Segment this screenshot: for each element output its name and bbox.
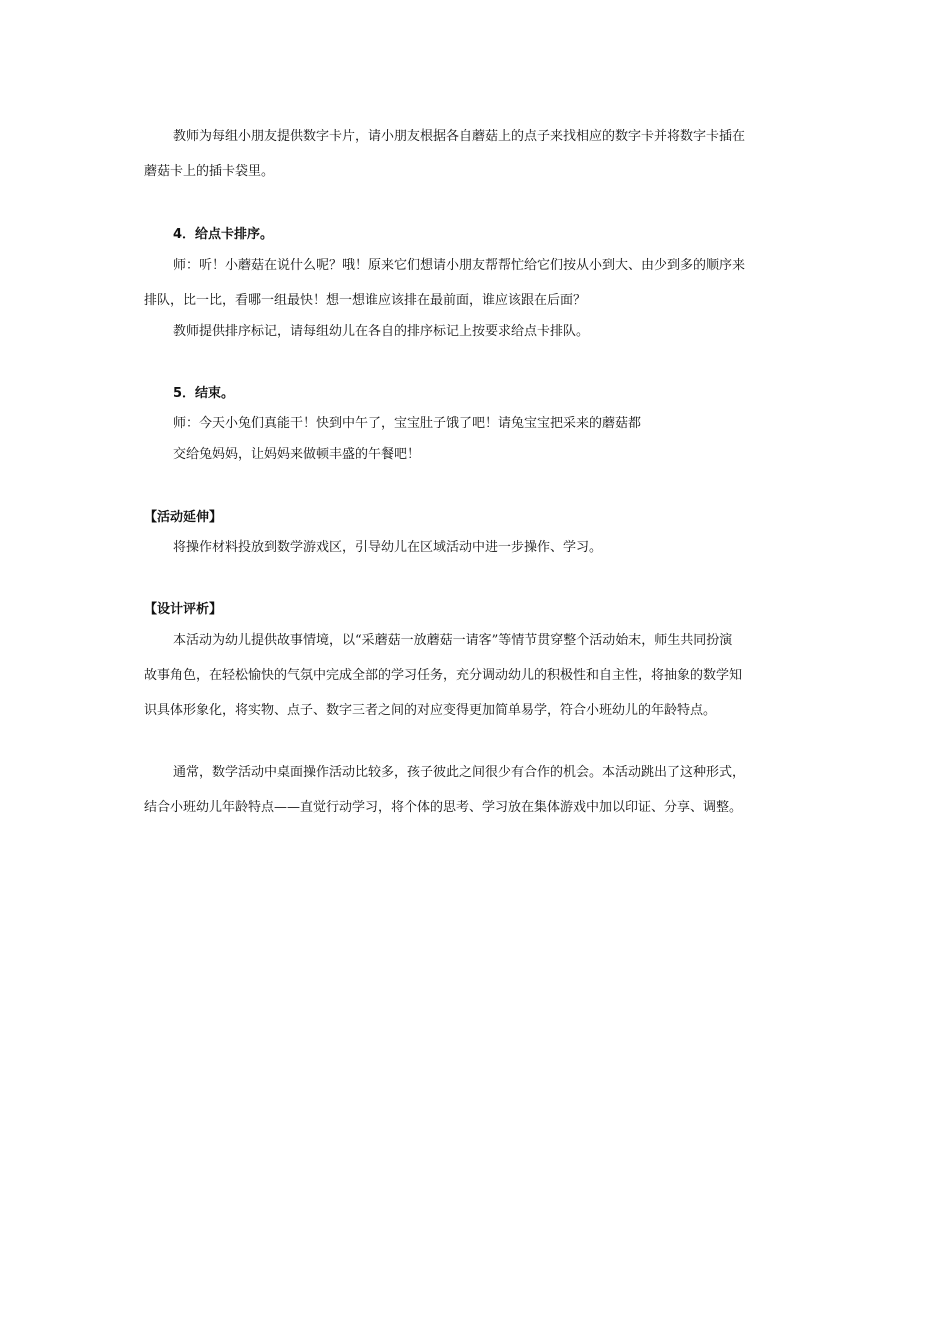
step4-paragraph-line-2: 排队，比一比，看哪一组最快！想一想谁应该排在最前面，谁应该跟在后面？ — [144, 293, 587, 308]
analysis-paragraph-1-line-1: 本活动为幼儿提供故事情境，以“采蘑菇一放蘑菇一请客”等情节贯穿整个活动始末，师生共同扮演 — [173, 633, 733, 648]
step4-heading: 4．给点卡排序。 — [173, 227, 274, 242]
analysis-heading: 【设计评析】 — [144, 602, 223, 617]
step5-paragraph-line-2: 交给兔妈妈，让妈妈来做顿丰盛的午餐吧！ — [173, 447, 421, 462]
analysis-paragraph-1-line-3: 识具体形象化，将实物、点子、数字三者之间的对应变得更加简单易学，符合小班幼儿的年龄特点。 — [144, 703, 717, 718]
step5-paragraph-line-1: 师：今天小兔们真能干！快到中午了，宝宝肚子饿了吧！请兔宝宝把采来的蘑菇都 — [173, 416, 642, 431]
analysis-paragraph-2-line-1: 通常，数学活动中桌面操作活动比较多，孩子彼此之间很少有合作的机会。本活动跳出了这种形式， — [173, 765, 746, 780]
analysis-paragraph-1-line-2: 故事角色，在轻松愉快的气氛中完成全部的学习任务，充分调动幼儿的积极性和自主性，将抽象的数学知 — [144, 668, 743, 683]
intro-line-2: 蘑菇卡上的插卡袋里。 — [144, 164, 275, 179]
extension-heading: 【活动延伸】 — [144, 510, 223, 525]
extension-text: 将操作材料投放到数学游戏区，引导幼儿在区域活动中进一步操作、学习。 — [173, 540, 603, 555]
step4-paragraph-line-1: 师：听！小蘑菇在说什么呢？哦！原来它们想请小朋友帮帮忙给它们按从小到大、由少到多的顺序来 — [173, 258, 746, 273]
intro-line-1: 教师为每组小朋友提供数字卡片，请小朋友根据各自蘑菇上的点子来找相应的数字卡并将数字卡插在 — [173, 129, 746, 144]
analysis-paragraph-2-line-2: 结合小班幼儿年龄特点——直觉行动学习，将个体的思考、学习放在集体游戏中加以印证、分享、调整。 — [144, 800, 743, 815]
step5-heading: 5．结束。 — [173, 386, 235, 401]
step4-paragraph-2: 教师提供排序标记，请每组幼儿在各自的排序标记上按要求给点卡排队。 — [173, 324, 590, 339]
